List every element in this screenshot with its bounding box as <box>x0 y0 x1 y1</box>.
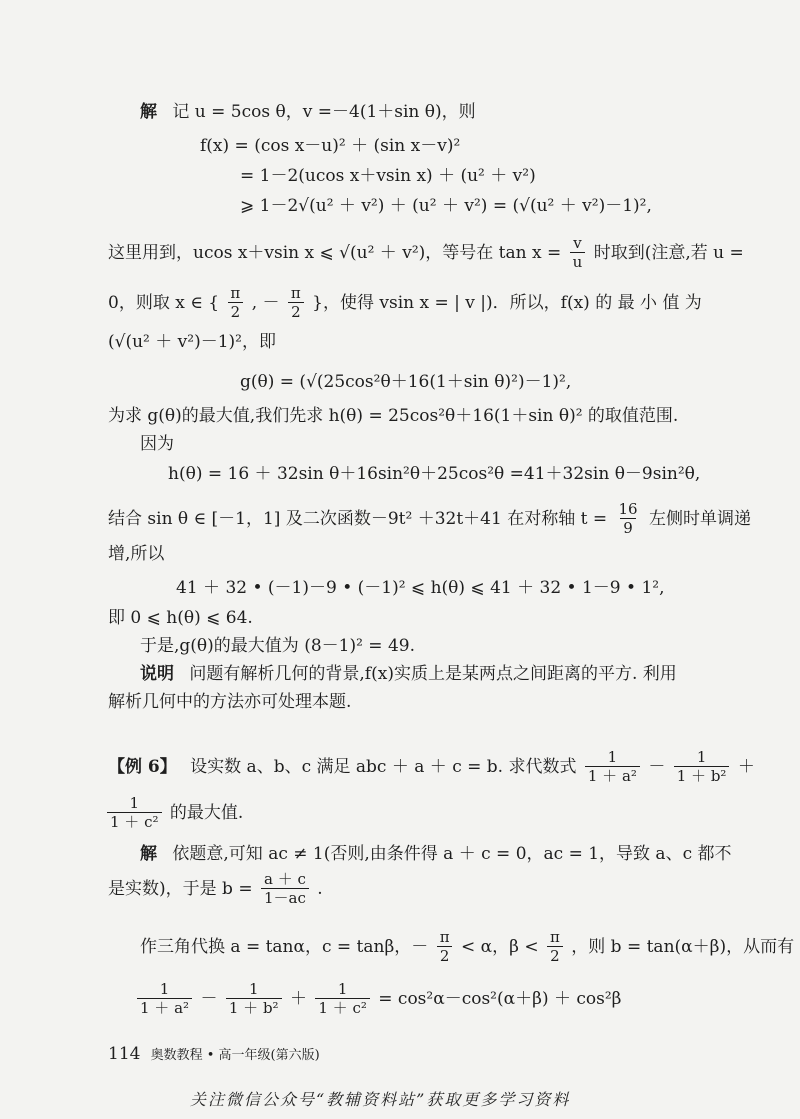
fraction-denominator: 1 ＋ a² <box>137 998 192 1017</box>
fraction-one-over-one-plus-c2 <box>107 794 162 831</box>
equation-bound: ⩾ 1－2√(u² ＋ v²) ＋ (u² ＋ v²) = (√(u² ＋ v²)－1)², <box>240 196 652 216</box>
fraction-numerator: v <box>573 234 582 252</box>
fraction-denominator: 1 ＋ b² <box>226 998 282 1017</box>
fraction-numerator: 1 <box>159 980 170 998</box>
text-segment: }，使得 vsin x = | v |)．所以，f(x) 的 最 小 值 为 <box>312 292 702 313</box>
example-6-question-line-2 <box>104 794 243 831</box>
paragraph-line-6 <box>108 500 751 537</box>
fraction-16-over-9 <box>616 500 641 537</box>
text-segment: , － <box>251 292 280 313</box>
text-segment: － <box>648 756 666 777</box>
paragraph-line-2 <box>108 284 702 321</box>
paragraph-line-3: (√(u² ＋ v²)－1)²，即 <box>108 332 276 352</box>
page-number: 114 <box>108 1044 141 1064</box>
text-segment: 时取到(注意,若 u = <box>593 242 744 263</box>
solution-label: 解 <box>140 844 157 864</box>
fraction-denominator: 1 ＋ c² <box>107 812 162 831</box>
fraction-denominator: u <box>570 252 586 271</box>
text-segment: － <box>200 988 218 1009</box>
fraction-denominator: 9 <box>620 518 636 537</box>
fraction-denominator: 2 <box>437 946 453 965</box>
paragraph-line-7: 增,所以 <box>108 544 165 564</box>
fraction-one-over-one-plus-a2 <box>137 980 192 1017</box>
text-segment: 这里用到，ucos x＋vsin x ⩽ √(u² ＋ v²)，等号在 tan x = <box>108 242 562 263</box>
equation-h-range: 41 ＋ 32 • (－1)－9 • (－1)² ⩽ h(θ) ⩽ 41 ＋ 32 • 1－9 • 1², <box>176 578 665 598</box>
text-segment: 结合 sin θ ∈ [－1，1] 及二次函数－9t² ＋32t＋41 在对称轴 t = <box>108 508 608 529</box>
solution-line-intro <box>140 100 476 124</box>
text-segment: 的最大值. <box>169 802 244 823</box>
book-title: 奥数教程 • 高一年级(第六版) <box>150 1048 320 1063</box>
fraction-denominator: 2 <box>288 302 304 321</box>
text-segment: 0，则取 x ∈ { <box>108 292 220 313</box>
fraction-numerator: 1 <box>337 980 348 998</box>
text-segment: < α，β < <box>460 936 539 957</box>
solution-label: 解 <box>140 102 157 122</box>
note-line-2: 解析几何中的方法亦可处理本题. <box>108 692 352 712</box>
note-line-1 <box>140 662 677 686</box>
fraction-numerator: π <box>230 284 241 302</box>
fraction-denominator: 1 ＋ b² <box>674 766 730 785</box>
fraction-v-over-u <box>570 234 586 271</box>
example-label: 【例 6】 <box>108 756 177 777</box>
text-segment: ，则 b = tan(α＋β)，从而有 <box>571 936 795 957</box>
note-label: 说明 <box>140 664 174 684</box>
equation-expand: = 1－2(ucos x＋vsin x) ＋ (u² ＋ v²) <box>240 166 536 186</box>
text-segment: 是实数)，于是 b = <box>108 878 253 899</box>
fraction-numerator: 1 <box>129 794 140 812</box>
text-segment: ＋ <box>289 988 307 1009</box>
fraction-numerator: 1 <box>607 748 618 766</box>
fraction-numerator: 1 <box>696 748 707 766</box>
fraction-numerator: π <box>290 284 301 302</box>
text-segment: ＋ <box>737 756 755 777</box>
example-6-solution-line-2 <box>108 870 323 907</box>
example-6-solution-line-1 <box>140 842 732 866</box>
paragraph-line-9: 于是,g(θ)的最大值为 (8－1)² = 49. <box>140 636 415 656</box>
fraction-pi-over-2 <box>227 284 243 321</box>
paragraph-line-1 <box>108 234 744 271</box>
text-segment: 设实数 a、b、c 满足 abc ＋ a ＋ c = b. 求代数式 <box>190 756 577 777</box>
text-segment: . <box>317 878 323 899</box>
text-segment: 依题意,可知 ac ≠ 1(否则,由条件得 a ＋ c = 0，ac = 1，导致 a、c 都不 <box>172 844 732 864</box>
fraction-numerator: a ＋ c <box>263 870 306 888</box>
text-segment: = cos²α－cos²(α＋β) ＋ cos²β <box>378 988 622 1009</box>
example-6-final-equation <box>134 980 622 1017</box>
solution-intro: 记 u = 5cos θ，v =－4(1＋sin θ)，则 <box>172 102 476 122</box>
fraction-one-over-one-plus-b2 <box>226 980 282 1017</box>
watermark-text: 关注微信公众号“教辅资料站”获取更多学习资料 <box>190 1090 571 1109</box>
fraction-pi-over-2 <box>288 284 304 321</box>
paragraph-line-4: 为求 g(θ)的最大值,我们先求 h(θ) = 25cos²θ＋16(1＋sin θ)² 的取值范围. <box>108 406 679 426</box>
page-footer <box>108 1045 320 1065</box>
fraction-denominator: 1 ＋ a² <box>585 766 640 785</box>
fraction-one-over-one-plus-b2 <box>674 748 730 785</box>
note-text: 问题有解析几何的背景,f(x)实质上是某两点之间距离的平方. 利用 <box>189 664 677 684</box>
fraction-denominator: 1 ＋ c² <box>315 998 370 1017</box>
fraction-pi-over-2 <box>437 928 453 965</box>
fraction-b-expression <box>261 870 309 907</box>
fraction-pi-over-2 <box>547 928 563 965</box>
equation-h-def: h(θ) = 16 ＋ 32sin θ＋16sin²θ＋25cos²θ =41＋32sin θ－9sin²θ, <box>168 464 701 484</box>
fraction-numerator: π <box>439 928 450 946</box>
fraction-one-over-one-plus-a2 <box>585 748 640 785</box>
equation-g-def: g(θ) = (√(25cos²θ＋16(1＋sin θ)²)－1)², <box>240 372 572 392</box>
text-segment: 作三角代换 a = tanα，c = tanβ，－ <box>140 936 429 957</box>
example-6-solution-line-3 <box>140 928 794 965</box>
fraction-denominator: 2 <box>547 946 563 965</box>
paragraph-line-8: 即 0 ⩽ h(θ) ⩽ 64. <box>108 608 253 628</box>
text-segment: 左侧时单调递 <box>649 508 751 529</box>
equation-f-def: f(x) = (cos x－u)² ＋ (sin x－v)² <box>200 136 461 156</box>
fraction-numerator: π <box>550 928 560 946</box>
fraction-denominator: 1－ac <box>261 888 309 907</box>
fraction-numerator: 16 <box>618 500 638 518</box>
fraction-numerator: 1 <box>248 980 259 998</box>
example-6-question-line-1 <box>108 748 755 785</box>
fraction-one-over-one-plus-c2 <box>315 980 370 1017</box>
paragraph-line-5: 因为 <box>140 434 174 454</box>
fraction-denominator: 2 <box>228 302 244 321</box>
